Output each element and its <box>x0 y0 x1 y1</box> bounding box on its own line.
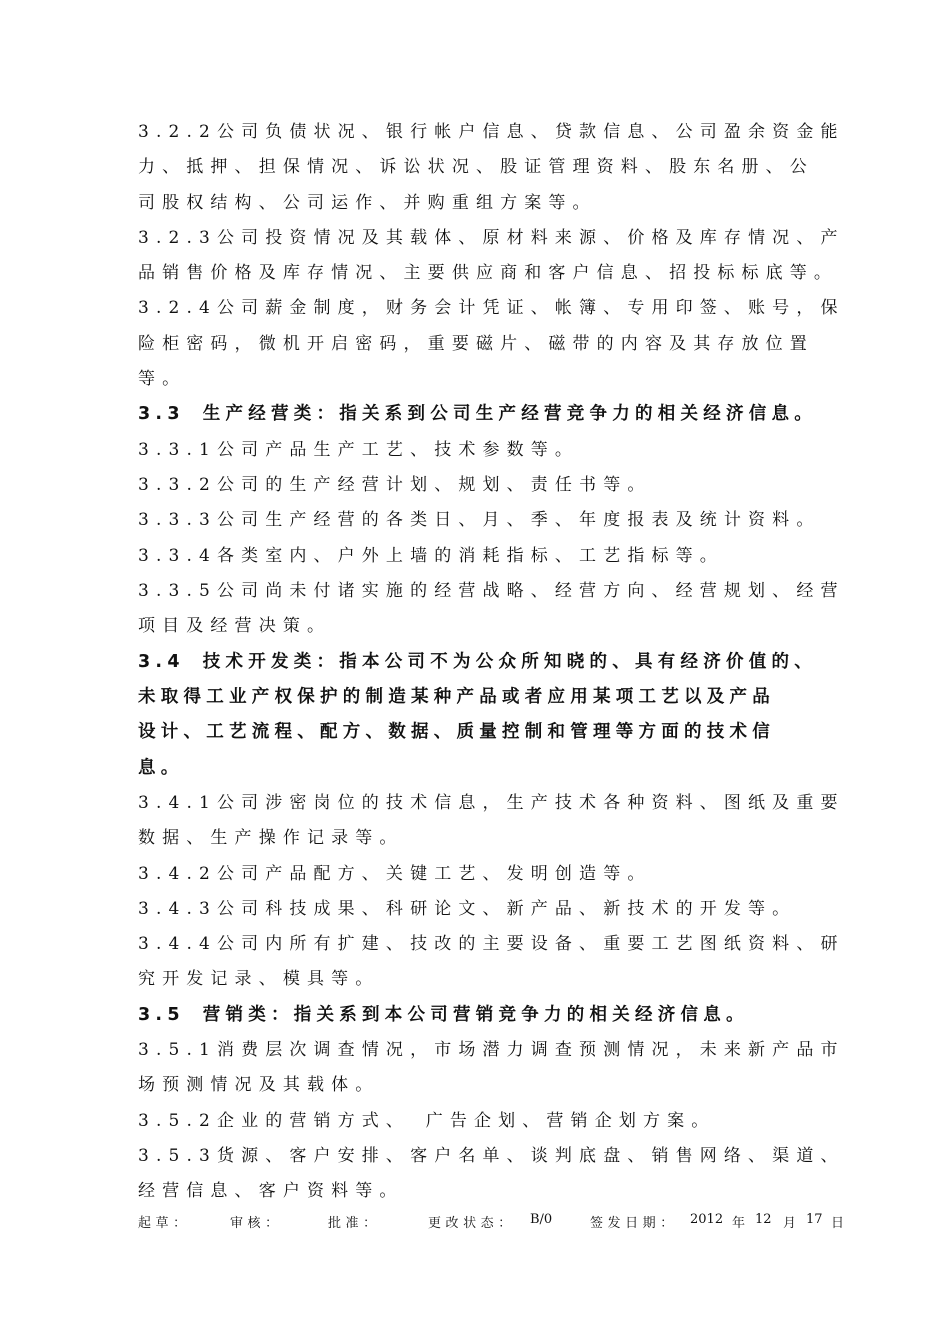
heading-number: 3.5 <box>138 1005 185 1025</box>
paragraph-line: 3.2.4公司薪金制度，财务会计凭证、帐簿、专用印签、账号，保 <box>138 298 845 318</box>
paragraph-line: 等。 <box>138 369 187 389</box>
footer-year-unit: 年 <box>732 1216 750 1231</box>
footer-month-unit: 月 <box>783 1216 801 1231</box>
footer-year: 2012 <box>690 1212 724 1227</box>
section-heading-3-4-line: 息。 <box>138 758 184 778</box>
heading-text: 生产经营类：指关系到公司生产经营竞争力的相关经济信息。 <box>202 404 818 424</box>
section-heading-3-4 <box>138 652 817 672</box>
paragraph-line: 数据、生产操作记录等。 <box>138 828 404 848</box>
footer-day: 17 <box>806 1212 823 1227</box>
paragraph-line: 经营信息、客户资料等。 <box>138 1181 404 1201</box>
paragraph-line: 3.3.1公司产品生产工艺、技术参数等。 <box>138 440 580 460</box>
heading-number: 3.3 <box>138 404 185 424</box>
paragraph-line: 3.4.3公司科技成果、科研论文、新产品、新技术的开发等。 <box>138 899 797 919</box>
paragraph-line: 3.5.2企业的营销方式、 广告企划、营销企划方案。 <box>138 1111 716 1131</box>
heading-text: 营销类：指关系到本公司营销竞争力的相关经济信息。 <box>202 1005 749 1025</box>
paragraph-line: 力、抵押、担保情况、诉讼状况、股证管理资料、股东名册、公 <box>138 157 814 177</box>
heading-number: 3.4 <box>138 652 185 672</box>
paragraph-line: 3.3.5公司尚未付诸实施的经营战略、经营方向、经营规划、经营 <box>138 581 845 601</box>
paragraph-line: 3.4.1公司涉密岗位的技术信息，生产技术各种资料、图纸及重要 <box>138 793 845 813</box>
paragraph-line: 险柜密码，微机开启密码，重要磁片、磁带的内容及其存放位置 <box>138 334 814 354</box>
paragraph-line: 品销售价格及库存情况、主要供应商和客户信息、招投标标底等。 <box>138 263 839 283</box>
paragraph-line: 3.3.2公司的生产经营计划、规划、责任书等。 <box>138 475 652 495</box>
paragraph-line: 3.5.3货源、客户安排、客户名单、谈判底盘、销售网络、渠道、 <box>138 1146 845 1166</box>
section-heading-3-4-line: 设计、工艺流程、配方、数据、质量控制和管理等方面的技术信 <box>138 722 775 742</box>
footer-day-unit: 日 <box>831 1216 849 1231</box>
footer-status-value: B/0 <box>530 1212 553 1227</box>
paragraph-line: 项目及经营决策。 <box>138 616 332 636</box>
footer-month: 12 <box>755 1212 772 1227</box>
heading-text: 技术开发类：指本公司不为公众所知晓的、具有经济价值的、 <box>202 652 818 672</box>
section-heading-3-3 <box>138 404 817 424</box>
paragraph-line: 3.5.1消费层次调查情况，市场潜力调查预测情况，未来新产品市 <box>138 1040 845 1060</box>
paragraph-line: 司股权结构、公司运作、并购重组方案等。 <box>138 193 597 213</box>
footer-draft-label: 起草： <box>138 1216 191 1231</box>
footer-status-label: 更改状态： <box>428 1216 516 1231</box>
footer-review-label: 审核： <box>230 1216 283 1231</box>
paragraph-line: 3.3.3公司生产经营的各类日、月、季、年度报表及统计资料。 <box>138 510 821 530</box>
paragraph-line: 3.3.4各类室内、户外上墙的消耗指标、工艺指标等。 <box>138 546 724 566</box>
paragraph-line: 3.4.4公司内所有扩建、技改的主要设备、重要工艺图纸资料、研 <box>138 934 845 954</box>
paragraph-line: 3.4.2公司产品配方、关键工艺、发明创造等。 <box>138 864 652 884</box>
paragraph-line: 3.2.3公司投资情况及其载体、原材料来源、价格及库存情况、产 <box>138 228 845 248</box>
footer-issue-date-label: 签发日期： <box>590 1216 678 1231</box>
section-heading-3-5 <box>138 1005 749 1025</box>
footer-approve-label: 批准： <box>328 1216 381 1231</box>
paragraph-line: 3.2.2公司负债状况、银行帐户信息、贷款信息、公司盈余资金能 <box>138 122 845 142</box>
section-heading-3-4-line: 未取得工业产权保护的制造某种产品或者应用某项工艺以及产品 <box>138 687 775 707</box>
paragraph-line: 场预测情况及其载体。 <box>138 1075 380 1095</box>
paragraph-line: 究开发记录、模具等。 <box>138 969 380 989</box>
